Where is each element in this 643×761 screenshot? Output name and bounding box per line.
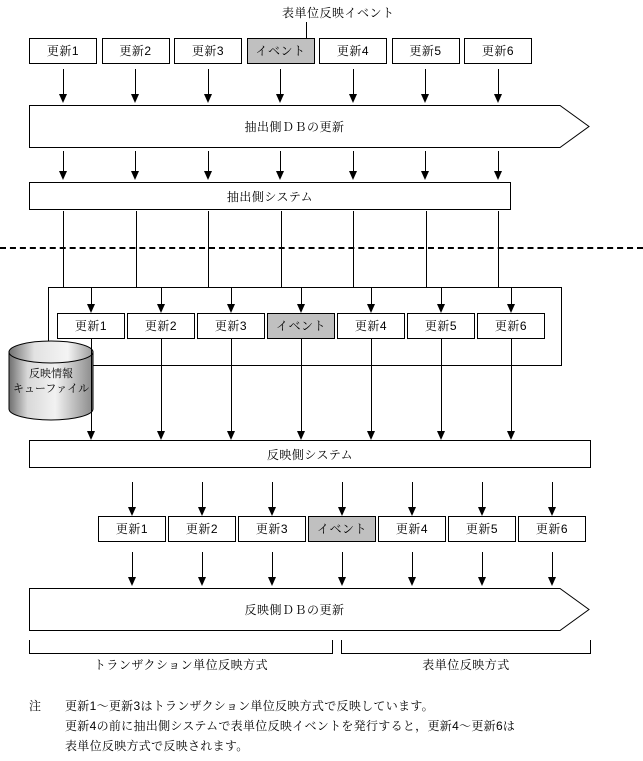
down-arrow — [421, 151, 430, 180]
arrow-shaft — [412, 552, 413, 577]
target-system-label: 反映側システム — [266, 447, 354, 462]
arrow-head — [204, 94, 212, 103]
box-label: 更新3 — [255, 522, 289, 536]
event-box — [247, 38, 315, 64]
arrow-shaft — [552, 482, 553, 507]
down-arrow — [128, 482, 137, 516]
box-label: 更新1 — [46, 44, 80, 58]
down-arrow — [338, 482, 347, 516]
box-label: 更新6 — [535, 522, 569, 536]
down-arrow — [548, 482, 557, 516]
arrow-head — [338, 577, 346, 586]
update-box — [464, 38, 532, 64]
down-arrow — [227, 339, 236, 440]
down-arrow — [204, 69, 213, 103]
arrow-head — [548, 577, 556, 586]
arrow-head — [128, 577, 136, 586]
arrow-shaft — [425, 151, 426, 171]
arrow-head — [198, 507, 206, 516]
arrow-shaft — [425, 69, 426, 94]
arrow-head — [268, 577, 276, 586]
down-arrow — [268, 482, 277, 516]
arrow-shaft — [498, 151, 499, 171]
boundary-separator — [0, 247, 643, 249]
source-system-bar — [29, 182, 511, 210]
box-label: 更新6 — [494, 319, 528, 333]
box-label: 更新3 — [191, 44, 225, 58]
arrow-head — [494, 171, 502, 180]
update-box — [29, 38, 97, 64]
update-box — [168, 516, 236, 542]
box-label: 更新3 — [214, 319, 248, 333]
connector-line — [136, 211, 137, 287]
box-label: イベント — [316, 522, 367, 536]
arrow-head — [59, 94, 67, 103]
arrow-shaft — [441, 339, 442, 431]
down-arrow — [478, 482, 487, 516]
arrow-head — [204, 171, 212, 180]
arrow-shaft — [371, 339, 372, 431]
down-arrow — [128, 552, 137, 586]
box-label: 更新2 — [144, 319, 178, 333]
down-arrow — [507, 339, 516, 440]
down-arrow — [367, 339, 376, 440]
down-arrow — [494, 69, 503, 103]
update-box — [127, 313, 195, 339]
event-callout-connector — [306, 22, 307, 38]
box-label: 更新4 — [336, 44, 370, 58]
arrow-head — [548, 507, 556, 516]
connector-line — [426, 211, 427, 287]
box-label: イベント — [275, 319, 326, 333]
arrow-shaft — [301, 339, 302, 431]
footnote-line-3: 表単位反映方式で反映されます。 — [65, 739, 249, 753]
down-arrow — [408, 552, 417, 586]
arrow-shaft — [272, 482, 273, 507]
arrow-head — [276, 171, 284, 180]
down-arrow — [87, 339, 96, 440]
down-arrow — [338, 552, 347, 586]
arrow-head — [507, 431, 515, 440]
down-arrow — [421, 69, 430, 103]
arrow-head — [276, 94, 284, 103]
footnote — [29, 696, 515, 756]
box-label: 更新1 — [115, 522, 149, 536]
arrow-shaft — [482, 482, 483, 507]
source-db-update-label: 抽出側ＤＢの更新 — [244, 120, 345, 134]
arrow-head — [227, 431, 235, 440]
box-label: 更新2 — [185, 522, 219, 536]
box-label: 更新1 — [74, 319, 108, 333]
arrow-shaft — [342, 482, 343, 507]
update-box — [518, 516, 586, 542]
arrow-head — [198, 577, 206, 586]
arrow-head — [297, 431, 305, 440]
down-arrow — [268, 552, 277, 586]
cylinder-label-line2: キューファイル — [12, 383, 90, 395]
box-label: 更新2 — [119, 44, 152, 58]
box-label: 更新5 — [409, 44, 442, 58]
arrow-shaft — [202, 552, 203, 577]
update-box — [238, 516, 306, 542]
down-arrow — [478, 552, 487, 586]
connector-line — [353, 211, 354, 287]
down-arrow — [494, 151, 503, 180]
arrow-shaft — [552, 552, 553, 577]
down-arrow — [131, 151, 140, 180]
arrow-head — [59, 171, 67, 180]
down-arrow — [198, 482, 207, 516]
arrow-shaft — [353, 69, 354, 94]
update-box — [392, 38, 460, 64]
arrow-head — [349, 94, 357, 103]
footnote-line-1: 更新1～更新3はトランザクション単位反映方式で反映しています。 — [65, 699, 434, 713]
source-db-update-bar — [29, 105, 590, 148]
update-box — [407, 313, 475, 339]
arrow-head — [408, 577, 416, 586]
arrow-shaft — [135, 69, 136, 94]
arrow-head — [349, 171, 357, 180]
down-arrow — [59, 69, 68, 103]
box-label: 更新4 — [354, 319, 388, 333]
arrow-head — [338, 507, 346, 516]
arrow-shaft — [511, 339, 512, 431]
arrow-head — [478, 507, 486, 516]
arrow-shaft — [498, 69, 499, 94]
target-db-update-label: 反映側ＤＢの更新 — [244, 603, 345, 617]
arrow-shaft — [342, 552, 343, 577]
arrow-head — [128, 507, 136, 516]
arrow-head — [131, 94, 139, 103]
arrow-head — [421, 171, 429, 180]
arrow-head — [408, 507, 416, 516]
box-label: イベント — [255, 44, 306, 58]
box-label: 更新5 — [465, 522, 499, 536]
event-callout-label: 表単位反映イベント — [282, 6, 395, 20]
arrow-head — [367, 431, 375, 440]
down-arrow — [198, 552, 207, 586]
arrow-shaft — [63, 69, 64, 94]
down-arrow — [276, 151, 285, 180]
down-arrow — [157, 339, 166, 440]
down-arrow — [349, 69, 358, 103]
down-arrow — [297, 339, 306, 440]
arrow-head — [437, 431, 445, 440]
update-box — [197, 313, 265, 339]
arrow-shaft — [63, 151, 64, 171]
cylinder-label-line1: 反映情報 — [29, 368, 73, 380]
arrow-shaft — [208, 151, 209, 171]
arrow-shaft — [202, 482, 203, 507]
update-box — [319, 38, 387, 64]
arrow-shaft — [132, 482, 133, 507]
target-system-bar — [29, 440, 591, 468]
down-arrow — [349, 151, 358, 180]
box-label: 更新4 — [395, 522, 429, 536]
down-arrow — [276, 69, 285, 103]
update-box — [448, 516, 516, 542]
arrow-shaft — [272, 552, 273, 577]
arrow-head — [421, 94, 429, 103]
transaction-mode-bracket — [29, 640, 333, 654]
transaction-mode-label: トランザクション単位反映方式 — [93, 658, 269, 672]
update-box — [174, 38, 242, 64]
footnote-marker: 注 — [29, 699, 42, 713]
update-box — [477, 313, 545, 339]
event-box — [267, 313, 335, 339]
arrow-shaft — [482, 552, 483, 577]
arrow-head — [157, 431, 165, 440]
down-arrow — [59, 151, 68, 180]
arrow-shaft — [280, 69, 281, 94]
down-arrow — [131, 69, 140, 103]
arrow-shaft — [91, 339, 92, 431]
connector-line — [208, 211, 209, 287]
arrow-head — [87, 431, 95, 440]
update-box — [98, 516, 166, 542]
update-box — [378, 516, 446, 542]
arrow-shaft — [135, 151, 136, 171]
arrow-shaft — [231, 339, 232, 431]
down-arrow — [204, 151, 213, 180]
source-system-label: 抽出側システム — [226, 189, 314, 204]
arrow-head — [494, 94, 502, 103]
target-db-update-bar — [29, 588, 590, 631]
table-mode-bracket — [341, 640, 591, 654]
arrow-head — [268, 507, 276, 516]
down-arrow — [408, 482, 417, 516]
arrow-shaft — [161, 339, 162, 431]
arrow-head — [131, 171, 139, 180]
arrow-shaft — [280, 151, 281, 171]
box-label: 更新5 — [424, 319, 458, 333]
update-box — [102, 38, 170, 64]
arrow-shaft — [208, 69, 209, 94]
table-mode-label: 表単位反映方式 — [422, 658, 510, 672]
down-arrow — [548, 552, 557, 586]
footnote-line-2: 更新4の前に抽出側システムで表単位反映イベントを発行すると，更新4～更新6は — [65, 719, 516, 733]
arrow-shaft — [132, 552, 133, 577]
connector-line — [281, 211, 282, 287]
connector-line — [63, 211, 64, 287]
update-box — [57, 313, 125, 339]
event-box — [308, 516, 376, 542]
arrow-shaft — [353, 151, 354, 171]
down-arrow — [437, 339, 446, 440]
arrow-head — [478, 577, 486, 586]
update-box — [337, 313, 405, 339]
box-label: 更新6 — [481, 44, 515, 58]
queue-file-cylinder — [8, 340, 94, 421]
connector-line — [498, 211, 499, 287]
arrow-shaft — [412, 482, 413, 507]
